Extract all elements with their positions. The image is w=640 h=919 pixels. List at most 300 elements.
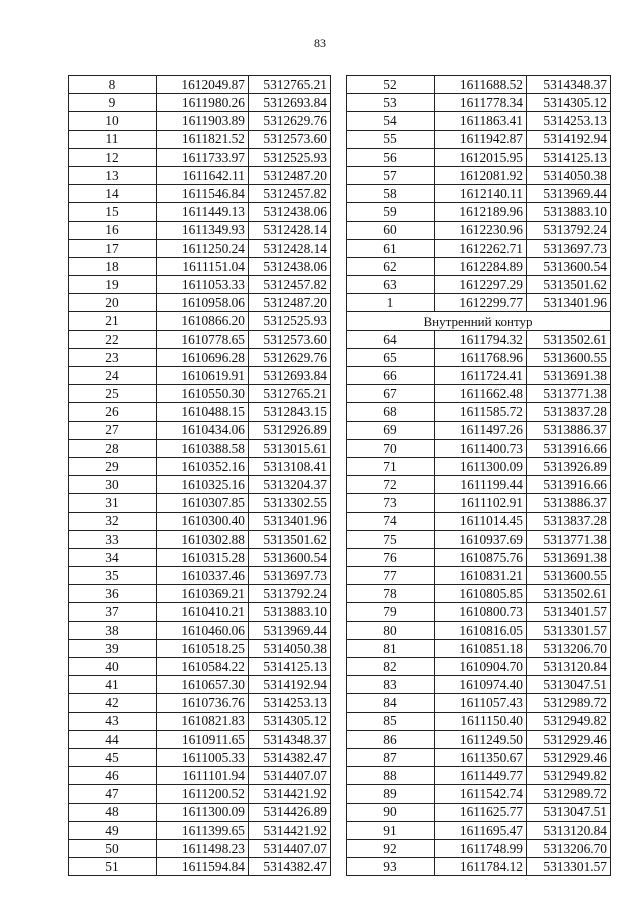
coordinate-y: 5313691.38 <box>527 548 611 566</box>
coordinate-x: 1611053.33 <box>157 276 249 294</box>
section-title: Внутренний контур <box>347 312 611 330</box>
table-row <box>69 603 331 621</box>
point-number: 90 <box>347 803 435 821</box>
point-number: 17 <box>69 239 157 257</box>
table-row <box>347 658 611 676</box>
table-row <box>347 639 611 657</box>
coordinate-x: 1610300.40 <box>157 512 249 530</box>
table-row <box>347 730 611 748</box>
coordinate-y: 5314305.12 <box>249 712 331 730</box>
table-row <box>347 257 611 275</box>
point-number: 93 <box>347 858 435 876</box>
table-row <box>347 785 611 803</box>
point-number: 16 <box>69 221 157 239</box>
point-number: 73 <box>347 494 435 512</box>
table-row <box>347 821 611 839</box>
table-row <box>347 621 611 639</box>
coordinate-x: 1611005.33 <box>157 748 249 766</box>
point-number: 13 <box>69 166 157 184</box>
coordinate-y: 5313302.55 <box>249 494 331 512</box>
point-number: 75 <box>347 530 435 548</box>
coordinate-y: 5313108.41 <box>249 457 331 475</box>
coordinate-x: 1611724.41 <box>435 367 527 385</box>
coordinate-y: 5312487.20 <box>249 166 331 184</box>
coordinate-y: 5312926.89 <box>249 421 331 439</box>
coordinate-x: 1610410.21 <box>157 603 249 621</box>
coordinate-x: 1611942.87 <box>435 130 527 148</box>
point-number: 48 <box>69 803 157 821</box>
coordinate-x: 1610369.21 <box>157 585 249 603</box>
table-row <box>69 148 331 166</box>
coordinate-y: 5313916.66 <box>527 439 611 457</box>
point-number: 79 <box>347 603 435 621</box>
point-number: 11 <box>69 130 157 148</box>
coordinate-y: 5313501.62 <box>527 276 611 294</box>
coordinate-y: 5313206.70 <box>527 639 611 657</box>
coordinate-y: 5312929.46 <box>527 748 611 766</box>
point-number: 25 <box>69 385 157 403</box>
point-number: 39 <box>69 639 157 657</box>
coordinate-y: 5313047.51 <box>527 803 611 821</box>
coordinate-y: 5312949.82 <box>527 767 611 785</box>
coordinate-y: 5312487.20 <box>249 294 331 312</box>
table-row <box>347 585 611 603</box>
point-number: 36 <box>69 585 157 603</box>
point-number: 26 <box>69 403 157 421</box>
coordinate-y: 5313969.44 <box>527 185 611 203</box>
coordinate-y: 5314192.94 <box>527 130 611 148</box>
coordinate-x: 1611695.47 <box>435 821 527 839</box>
table-row <box>347 548 611 566</box>
coordinates-table-left-body <box>69 76 331 876</box>
table-row <box>347 221 611 239</box>
coordinate-y: 5313501.62 <box>249 530 331 548</box>
coordinate-x: 1611250.24 <box>157 239 249 257</box>
coordinate-x: 1610584.22 <box>157 658 249 676</box>
point-number: 80 <box>347 621 435 639</box>
coordinate-y: 5312765.21 <box>249 385 331 403</box>
point-number: 50 <box>69 839 157 857</box>
table-row <box>69 676 331 694</box>
coordinate-y: 5314382.47 <box>249 748 331 766</box>
point-number: 66 <box>347 367 435 385</box>
point-number: 60 <box>347 221 435 239</box>
coordinate-y: 5313771.38 <box>527 385 611 403</box>
table-row <box>69 639 331 657</box>
table-row <box>69 803 331 821</box>
point-number: 22 <box>69 330 157 348</box>
table-row <box>69 367 331 385</box>
point-number: 86 <box>347 730 435 748</box>
coordinate-x: 1611399.65 <box>157 821 249 839</box>
point-number: 67 <box>347 385 435 403</box>
coordinate-y: 5313886.37 <box>527 421 611 439</box>
point-number: 64 <box>347 330 435 348</box>
point-number: 41 <box>69 676 157 694</box>
coordinate-y: 5313697.73 <box>249 567 331 585</box>
coordinate-x: 1611980.26 <box>157 94 249 112</box>
coordinate-x: 1610904.70 <box>435 658 527 676</box>
coordinate-x: 1611449.77 <box>435 767 527 785</box>
coordinate-y: 5313771.38 <box>527 530 611 548</box>
point-number: 1 <box>347 294 435 312</box>
coordinate-y: 5314192.94 <box>249 676 331 694</box>
coordinate-y: 5312457.82 <box>249 276 331 294</box>
coordinate-x: 1611594.84 <box>157 858 249 876</box>
coordinate-y: 5313600.54 <box>249 548 331 566</box>
coordinate-y: 5312438.06 <box>249 257 331 275</box>
coordinate-y: 5314421.92 <box>249 821 331 839</box>
coordinate-x: 1610875.76 <box>435 548 527 566</box>
point-number: 43 <box>69 712 157 730</box>
point-number: 78 <box>347 585 435 603</box>
coordinate-x: 1611497.26 <box>435 421 527 439</box>
coordinate-y: 5313401.96 <box>527 294 611 312</box>
table-row <box>69 494 331 512</box>
point-number: 10 <box>69 112 157 130</box>
point-number: 37 <box>69 603 157 621</box>
table-row <box>347 858 611 876</box>
coordinate-y: 5314407.07 <box>249 767 331 785</box>
table-row <box>69 112 331 130</box>
table-row <box>347 239 611 257</box>
point-number: 74 <box>347 512 435 530</box>
table-row <box>69 767 331 785</box>
coordinate-x: 1612140.11 <box>435 185 527 203</box>
table-row <box>347 367 611 385</box>
table-row <box>69 439 331 457</box>
coordinate-x: 1610958.06 <box>157 294 249 312</box>
coordinate-x: 1610778.65 <box>157 330 249 348</box>
point-number: 61 <box>347 239 435 257</box>
coordinate-x: 1611733.97 <box>157 148 249 166</box>
table-row <box>69 548 331 566</box>
coordinate-y: 5314348.37 <box>527 76 611 94</box>
point-number: 19 <box>69 276 157 294</box>
coordinate-x: 1611863.41 <box>435 112 527 130</box>
coordinate-y: 5312428.14 <box>249 221 331 239</box>
coordinate-x: 1612230.96 <box>435 221 527 239</box>
coordinate-x: 1611748.99 <box>435 839 527 857</box>
table-row <box>69 476 331 494</box>
coordinate-x: 1611768.96 <box>435 348 527 366</box>
coordinate-y: 5314253.13 <box>527 112 611 130</box>
table-row <box>347 803 611 821</box>
coordinate-x: 1610821.83 <box>157 712 249 730</box>
table-row <box>69 621 331 639</box>
coordinate-x: 1610800.73 <box>435 603 527 621</box>
point-number: 27 <box>69 421 157 439</box>
table-row <box>69 839 331 857</box>
coordinate-x: 1610736.76 <box>157 694 249 712</box>
point-number: 9 <box>69 94 157 112</box>
point-number: 89 <box>347 785 435 803</box>
coordinate-y: 5312629.76 <box>249 112 331 130</box>
coordinate-y: 5313792.24 <box>249 585 331 603</box>
table-row <box>69 294 331 312</box>
point-number: 77 <box>347 567 435 585</box>
coordinate-y: 5313301.57 <box>527 621 611 639</box>
coordinate-x: 1611300.09 <box>435 457 527 475</box>
coordinate-y: 5313600.55 <box>527 348 611 366</box>
point-number: 46 <box>69 767 157 785</box>
coordinate-y: 5312765.21 <box>249 76 331 94</box>
coordinate-y: 5312525.93 <box>249 312 331 330</box>
point-number: 85 <box>347 712 435 730</box>
point-number: 24 <box>69 367 157 385</box>
coordinate-y: 5313206.70 <box>527 839 611 857</box>
point-number: 81 <box>347 639 435 657</box>
point-number: 52 <box>347 76 435 94</box>
table-row <box>347 694 611 712</box>
coordinate-y: 5314421.92 <box>249 785 331 803</box>
coordinate-y: 5313204.37 <box>249 476 331 494</box>
coordinate-x: 1611821.52 <box>157 130 249 148</box>
coordinate-x: 1611151.04 <box>157 257 249 275</box>
point-number: 76 <box>347 548 435 566</box>
point-number: 38 <box>69 621 157 639</box>
point-number: 54 <box>347 112 435 130</box>
coordinate-y: 5312573.60 <box>249 130 331 148</box>
coordinate-y: 5313301.57 <box>527 858 611 876</box>
table-row <box>69 785 331 803</box>
point-number: 69 <box>347 421 435 439</box>
coordinate-y: 5312428.14 <box>249 239 331 257</box>
coordinate-x: 1612297.29 <box>435 276 527 294</box>
coordinate-x: 1610518.25 <box>157 639 249 657</box>
table-row <box>69 821 331 839</box>
point-number: 47 <box>69 785 157 803</box>
point-number: 8 <box>69 76 157 94</box>
table-row <box>69 712 331 730</box>
coordinate-x: 1611585.72 <box>435 403 527 421</box>
section-header-row <box>347 312 611 330</box>
coordinate-y: 5312929.46 <box>527 730 611 748</box>
table-row <box>347 676 611 694</box>
table-row <box>69 385 331 403</box>
point-number: 65 <box>347 348 435 366</box>
point-number: 30 <box>69 476 157 494</box>
coordinate-x: 1611102.91 <box>435 494 527 512</box>
coordinate-x: 1610388.58 <box>157 439 249 457</box>
table-row <box>347 476 611 494</box>
coordinate-x: 1611546.84 <box>157 185 249 203</box>
point-number: 63 <box>347 276 435 294</box>
coordinate-x: 1610302.88 <box>157 530 249 548</box>
table-row <box>69 130 331 148</box>
table-row <box>347 603 611 621</box>
coordinate-x: 1611662.48 <box>435 385 527 403</box>
coordinate-y: 5313600.54 <box>527 257 611 275</box>
coordinate-y: 5313047.51 <box>527 676 611 694</box>
coordinate-x: 1610325.16 <box>157 476 249 494</box>
table-row <box>69 348 331 366</box>
table-row <box>69 530 331 548</box>
table-row <box>347 512 611 530</box>
coordinate-y: 5313926.89 <box>527 457 611 475</box>
coordinate-y: 5312843.15 <box>249 403 331 421</box>
coordinate-y: 5313883.10 <box>527 203 611 221</box>
coordinate-y: 5314125.13 <box>527 148 611 166</box>
table-row <box>69 203 331 221</box>
coordinate-y: 5312457.82 <box>249 185 331 203</box>
coordinate-y: 5314426.89 <box>249 803 331 821</box>
coordinate-x: 1612299.77 <box>435 294 527 312</box>
coordinate-x: 1611014.45 <box>435 512 527 530</box>
coordinate-y: 5312949.82 <box>527 712 611 730</box>
table-row <box>69 694 331 712</box>
table-row <box>347 767 611 785</box>
inner-contour-rows <box>347 330 611 876</box>
coordinate-x: 1611300.09 <box>157 803 249 821</box>
table-row <box>347 530 611 548</box>
coordinate-y: 5314050.38 <box>527 166 611 184</box>
coordinate-y: 5312629.76 <box>249 348 331 366</box>
point-number: 72 <box>347 476 435 494</box>
coordinate-x: 1612284.89 <box>435 257 527 275</box>
point-number: 53 <box>347 94 435 112</box>
table-row <box>69 257 331 275</box>
table-row <box>69 858 331 876</box>
table-row <box>347 439 611 457</box>
point-number: 14 <box>69 185 157 203</box>
table-row <box>69 276 331 294</box>
coordinate-y: 5313883.10 <box>249 603 331 621</box>
coordinate-x: 1611688.52 <box>435 76 527 94</box>
coordinate-x: 1611200.52 <box>157 785 249 803</box>
coordinate-x: 1610696.28 <box>157 348 249 366</box>
coordinate-y: 5313401.96 <box>249 512 331 530</box>
point-number: 70 <box>347 439 435 457</box>
table-row <box>69 585 331 603</box>
point-number: 59 <box>347 203 435 221</box>
table-row <box>347 712 611 730</box>
coordinate-y: 5313792.24 <box>527 221 611 239</box>
coordinate-x: 1610619.91 <box>157 367 249 385</box>
coordinate-x: 1611784.12 <box>435 858 527 876</box>
coordinate-y: 5314305.12 <box>527 94 611 112</box>
coordinate-y: 5312573.60 <box>249 330 331 348</box>
point-number: 44 <box>69 730 157 748</box>
coordinate-x: 1610434.06 <box>157 421 249 439</box>
coordinates-table-left <box>68 75 331 876</box>
coordinate-y: 5313916.66 <box>527 476 611 494</box>
table-row <box>69 221 331 239</box>
point-number: 83 <box>347 676 435 694</box>
point-number: 15 <box>69 203 157 221</box>
inner-contour-section <box>347 312 611 330</box>
table-row <box>69 94 331 112</box>
point-number: 84 <box>347 694 435 712</box>
point-number: 23 <box>69 348 157 366</box>
table-row <box>347 94 611 112</box>
table-row <box>347 294 611 312</box>
coordinate-x: 1610866.20 <box>157 312 249 330</box>
coordinate-x: 1610337.46 <box>157 567 249 585</box>
point-number: 18 <box>69 257 157 275</box>
point-number: 20 <box>69 294 157 312</box>
coordinate-x: 1611903.89 <box>157 112 249 130</box>
coordinate-x: 1611057.43 <box>435 694 527 712</box>
point-number: 33 <box>69 530 157 548</box>
coordinate-x: 1610831.21 <box>435 567 527 585</box>
coordinate-y: 5313502.61 <box>527 585 611 603</box>
coordinates-table-right <box>346 75 611 876</box>
point-number: 55 <box>347 130 435 148</box>
table-row <box>69 567 331 585</box>
coordinate-y: 5313600.55 <box>527 567 611 585</box>
point-number: 58 <box>347 185 435 203</box>
table-row <box>69 457 331 475</box>
coordinate-y: 5313401.57 <box>527 603 611 621</box>
coordinate-x: 1610937.69 <box>435 530 527 548</box>
table-row <box>69 730 331 748</box>
coordinate-y: 5314407.07 <box>249 839 331 857</box>
coordinate-y: 5313886.37 <box>527 494 611 512</box>
coordinate-y: 5314348.37 <box>249 730 331 748</box>
coordinate-x: 1611778.34 <box>435 94 527 112</box>
outer-contour-rows <box>347 76 611 312</box>
point-number: 34 <box>69 548 157 566</box>
page-number: 83 <box>314 36 326 50</box>
coordinate-x: 1612081.92 <box>435 166 527 184</box>
coordinate-x: 1612049.87 <box>157 76 249 94</box>
point-number: 92 <box>347 839 435 857</box>
table-row <box>347 185 611 203</box>
coordinate-x: 1610974.40 <box>435 676 527 694</box>
coordinate-x: 1611101.94 <box>157 767 249 785</box>
table-row <box>347 403 611 421</box>
coordinate-x: 1611350.67 <box>435 748 527 766</box>
coordinate-x: 1610805.85 <box>435 585 527 603</box>
coordinate-y: 5312989.72 <box>527 694 611 712</box>
coordinate-y: 5312525.93 <box>249 148 331 166</box>
table-row <box>347 166 611 184</box>
table-row <box>347 567 611 585</box>
coordinate-y: 5314253.13 <box>249 694 331 712</box>
point-number: 51 <box>69 858 157 876</box>
point-number: 87 <box>347 748 435 766</box>
point-number: 49 <box>69 821 157 839</box>
point-number: 45 <box>69 748 157 766</box>
table-row <box>347 839 611 857</box>
point-number: 91 <box>347 821 435 839</box>
coordinate-x: 1611542.74 <box>435 785 527 803</box>
coordinate-x: 1611625.77 <box>435 803 527 821</box>
table-row <box>347 748 611 766</box>
table-row <box>347 385 611 403</box>
point-number: 21 <box>69 312 157 330</box>
table-row <box>347 148 611 166</box>
coordinate-y: 5313837.28 <box>527 512 611 530</box>
table-row <box>347 76 611 94</box>
coordinate-x: 1611150.40 <box>435 712 527 730</box>
coordinate-y: 5313015.61 <box>249 439 331 457</box>
coordinate-y: 5312989.72 <box>527 785 611 803</box>
coordinate-x: 1610307.85 <box>157 494 249 512</box>
table-row <box>69 76 331 94</box>
coordinate-x: 1611249.50 <box>435 730 527 748</box>
coordinate-x: 1611199.44 <box>435 476 527 494</box>
point-number: 12 <box>69 148 157 166</box>
coordinate-y: 5313969.44 <box>249 621 331 639</box>
coordinate-y: 5313697.73 <box>527 239 611 257</box>
coordinate-x: 1611642.11 <box>157 166 249 184</box>
coordinate-y: 5313120.84 <box>527 821 611 839</box>
coordinate-y: 5313502.61 <box>527 330 611 348</box>
coordinate-x: 1611400.73 <box>435 439 527 457</box>
point-number: 62 <box>347 257 435 275</box>
